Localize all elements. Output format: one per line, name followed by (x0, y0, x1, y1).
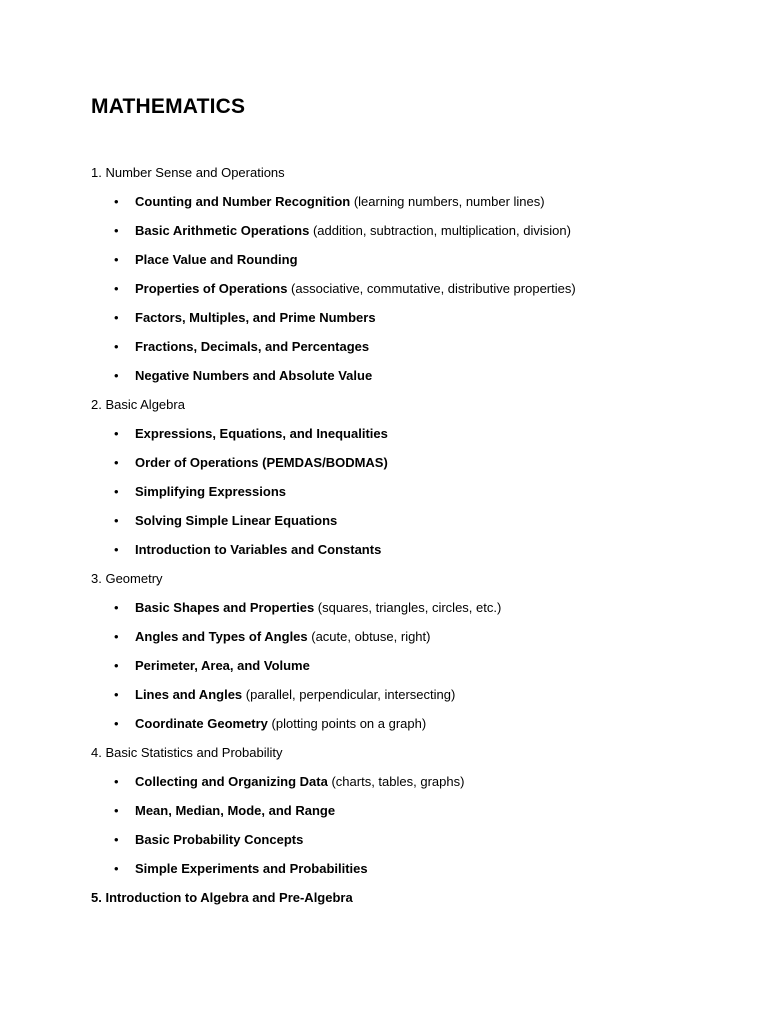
item-term: Fractions, Decimals, and Percentages (135, 339, 370, 354)
bullet-list (91, 595, 731, 740)
list-item (91, 653, 731, 682)
bullet-icon: • (114, 774, 119, 789)
bullet-icon: • (114, 252, 119, 267)
bullet-icon: • (114, 658, 119, 673)
list-item (91, 305, 731, 334)
item-term: Angles and Types of Angles (135, 629, 308, 644)
list-item (91, 798, 731, 827)
bullet-icon: • (114, 281, 119, 296)
list-item (91, 769, 731, 798)
bullet-icon: • (114, 716, 119, 731)
list-item (91, 508, 731, 537)
section (91, 740, 731, 885)
item-term: Simplifying Expressions (135, 484, 286, 499)
list-item (91, 218, 731, 247)
item-term: Lines and Angles (135, 687, 243, 702)
item-term: Counting and Number Recognition (135, 194, 351, 209)
item-description: (associative, commutative, distributive properties) (287, 281, 576, 296)
item-description: (parallel, perpendicular, intersecting) (242, 687, 456, 702)
item-term: Coordinate Geometry (135, 716, 268, 731)
item-term: Expressions, Equations, and Inequalities (135, 426, 388, 441)
list-item (91, 189, 731, 218)
bullet-icon: • (114, 687, 119, 702)
list-item (91, 537, 731, 566)
list-item (91, 363, 731, 392)
bullet-list (91, 769, 731, 885)
bullet-icon: • (114, 426, 119, 441)
document-title: MATHEMATICS (91, 95, 246, 118)
bullet-icon: • (114, 310, 119, 325)
item-description: (squares, triangles, circles, etc.) (314, 600, 502, 615)
item-description: (plotting points on a graph) (267, 716, 427, 731)
item-term: Perimeter, Area, and Volume (135, 658, 310, 673)
bullet-icon: • (114, 513, 119, 528)
section (91, 885, 731, 914)
list-item (91, 827, 731, 856)
list-item (91, 682, 731, 711)
item-term: Negative Numbers and Absolute Value (135, 368, 373, 383)
item-description: (addition, subtraction, multiplication, division) (309, 223, 571, 238)
bullet-icon: • (114, 629, 119, 644)
section-heading: 4. Basic Statistics and Probability (91, 745, 283, 760)
section (91, 160, 731, 392)
item-term: Mean, Median, Mode, and Range (135, 803, 336, 818)
list-item (91, 334, 731, 363)
bullet-list (91, 189, 731, 392)
list-item (91, 247, 731, 276)
list-item (91, 595, 731, 624)
bullet-icon: • (114, 223, 119, 238)
bullet-icon: • (114, 368, 119, 383)
section-heading: 5. Introduction to Algebra and Pre-Algebra (91, 890, 353, 905)
bullet-icon: • (114, 861, 119, 876)
section-heading: 1. Number Sense and Operations (91, 165, 285, 180)
section-list (91, 160, 731, 914)
section-heading: 3. Geometry (91, 571, 163, 586)
section (91, 566, 731, 740)
list-item (91, 421, 731, 450)
item-term: Basic Probability Concepts (135, 832, 304, 847)
list-item (91, 479, 731, 508)
item-term: Basic Arithmetic Operations (135, 223, 310, 238)
item-term: Factors, Multiples, and Prime Numbers (135, 310, 376, 325)
item-term: Basic Shapes and Properties (135, 600, 315, 615)
item-description: (charts, tables, graphs) (327, 774, 465, 789)
list-item (91, 856, 731, 885)
bullet-icon: • (114, 194, 119, 209)
bullet-icon: • (114, 484, 119, 499)
bullet-icon: • (114, 455, 119, 470)
bullet-icon: • (114, 803, 119, 818)
item-term: Place Value and Rounding (135, 252, 298, 267)
bullet-list (91, 421, 731, 566)
bullet-icon: • (114, 542, 119, 557)
item-description: (acute, obtuse, right) (307, 629, 431, 644)
item-description: (learning numbers, number lines) (350, 194, 545, 209)
item-term: Solving Simple Linear Equations (135, 513, 338, 528)
list-item (91, 450, 731, 479)
bullet-icon: • (114, 600, 119, 615)
list-item (91, 711, 731, 740)
list-item (91, 624, 731, 653)
section-heading: 2. Basic Algebra (91, 397, 185, 412)
item-term: Introduction to Variables and Constants (135, 542, 382, 557)
section (91, 392, 731, 566)
list-item (91, 276, 731, 305)
item-term: Simple Experiments and Probabilities (135, 861, 368, 876)
item-term: Collecting and Organizing Data (135, 774, 328, 789)
bullet-icon: • (114, 339, 119, 354)
item-term: Properties of Operations (135, 281, 288, 296)
bullet-icon: • (114, 832, 119, 847)
item-term: Order of Operations (PEMDAS/BODMAS) (135, 455, 388, 470)
